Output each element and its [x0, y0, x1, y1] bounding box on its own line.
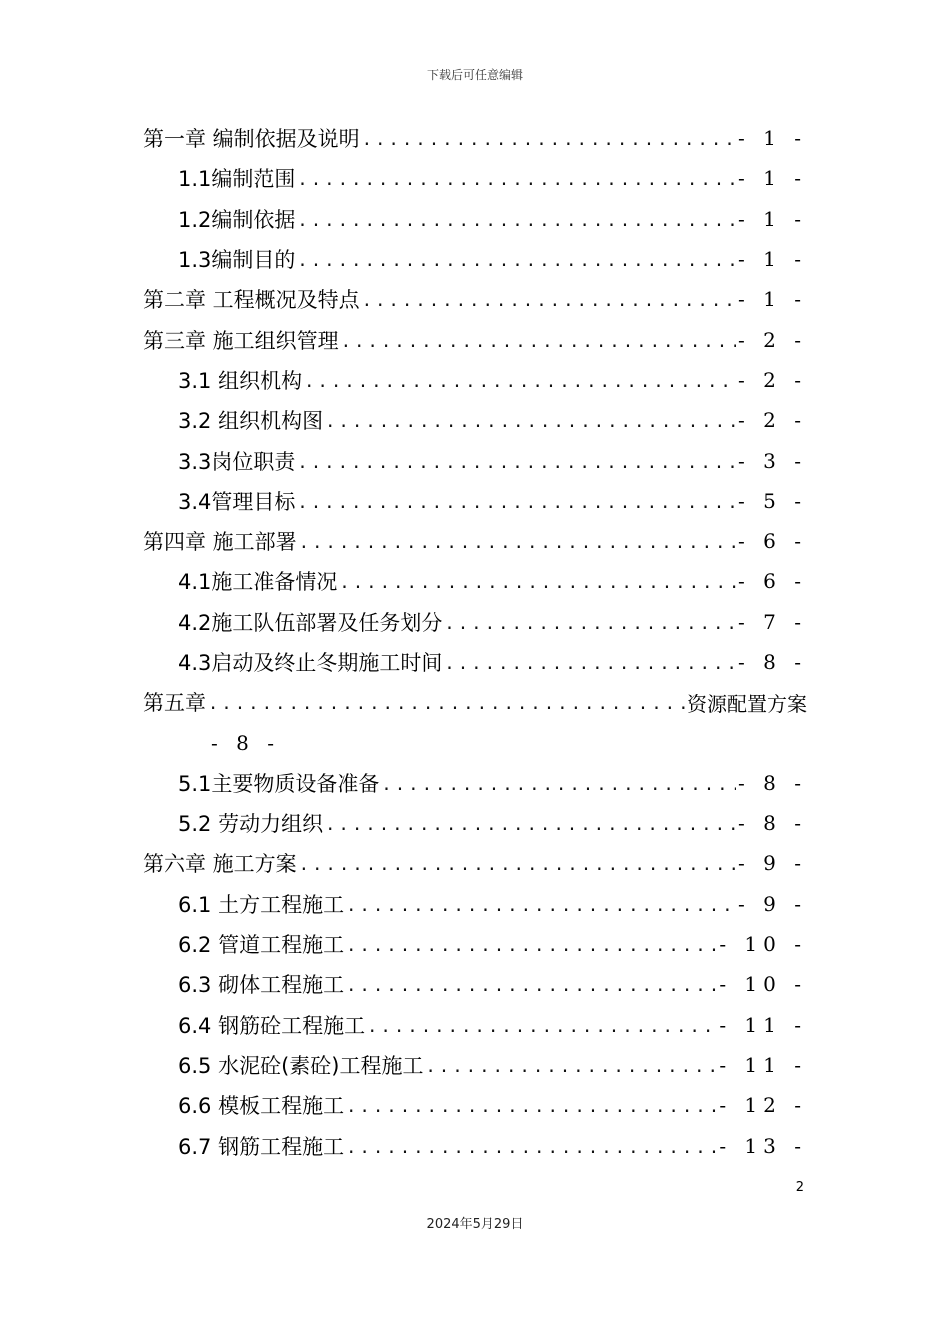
toc-entry-title: 4.3启动及终止冬期施工时间: [178, 651, 443, 675]
toc-entry-page: - 7 -: [738, 609, 807, 634]
toc-entry[interactable]: [143, 843, 807, 883]
toc-dot-leader: [346, 896, 736, 916]
toc-entry[interactable]: [143, 561, 807, 601]
toc-entry[interactable]: [143, 884, 807, 924]
toc-dot-leader: [444, 614, 736, 634]
toc-entry-page: - 9 -: [738, 851, 807, 876]
toc-entry-title: 6.6 模板工程施工: [178, 1094, 345, 1119]
toc-entry-page: - 3 -: [738, 448, 807, 473]
toc-entry-page: - 11 -: [719, 1052, 807, 1077]
toc-entry[interactable]: [143, 682, 807, 722]
toc-dot-leader: [346, 976, 717, 996]
toc-entry-page: - 13 -: [719, 1133, 807, 1158]
toc-entry-title: 1.2编制依据: [178, 207, 296, 232]
toc-dot-leader: [297, 453, 736, 473]
toc-entry-title: 6.1 土方工程施工: [178, 892, 345, 917]
toc-entry[interactable]: [143, 1125, 807, 1165]
toc-entry-page: - 5 -: [738, 488, 807, 513]
toc-dot-leader: [304, 372, 736, 392]
toc-entry-title: 1.1编制范围: [178, 167, 296, 192]
toc-dot-leader: [297, 170, 736, 190]
toc-dot-leader: [299, 533, 736, 553]
toc-entry[interactable]: [143, 199, 807, 239]
page-header: 下载后可任意编辑: [426, 68, 523, 82]
toc-entry[interactable]: [143, 400, 807, 440]
toc-entry[interactable]: [143, 279, 807, 319]
toc-dot-leader: [208, 694, 685, 714]
toc-entry[interactable]: [143, 158, 807, 198]
toc-entry-title: 6.3 砌体工程施工: [178, 973, 345, 998]
toc-entry-title: 1.3编制目的: [178, 248, 296, 273]
toc-entry-title: 5.1主要物质设备准备: [178, 771, 380, 796]
toc-dot-leader: [325, 412, 736, 432]
toc-dot-leader: [341, 332, 736, 352]
toc-dot-leader: [444, 654, 736, 674]
toc-entry-title: 6.7 钢筋工程施工: [178, 1134, 345, 1159]
toc-entry-title: 第四章 施工部署: [143, 530, 297, 555]
toc-entry[interactable]: [143, 602, 807, 642]
toc-entry[interactable]: [143, 481, 807, 521]
toc-entry[interactable]: [143, 360, 807, 400]
toc-entry[interactable]: [143, 924, 807, 964]
toc-entry-page: - 2 -: [738, 367, 807, 392]
toc-entry-page: - 1 -: [738, 206, 807, 231]
page-number: 2: [795, 1180, 804, 1195]
toc-entry-page: - 6 -: [738, 529, 807, 554]
toc-dot-leader: [339, 573, 736, 593]
toc-entry[interactable]: [143, 440, 807, 480]
table-of-contents: [143, 118, 807, 1166]
toc-entry-title: 6.5 水泥砼(素砼)工程施工: [178, 1053, 424, 1078]
toc-entry-page: - 6 -: [738, 569, 807, 594]
toc-entry-page: - 12 -: [719, 1093, 807, 1118]
toc-entry-title: 3.2 组织机构图: [178, 409, 324, 434]
toc-dot-leader: [362, 130, 736, 150]
toc-entry-title: 3.1 组织机构: [178, 368, 303, 393]
toc-entry[interactable]: [143, 1005, 807, 1045]
toc-entry-title: 6.4 钢筋砼工程施工: [178, 1013, 366, 1038]
toc-entry-page: 资源配置方案: [687, 691, 807, 716]
toc-entry-page: - 8 -: [738, 650, 807, 674]
toc-entry-title: 6.2 管道工程施工: [178, 933, 345, 958]
toc-entry-page: - 1 -: [738, 247, 807, 272]
toc-entry[interactable]: [143, 1085, 807, 1125]
toc-dot-leader: [346, 1097, 717, 1117]
toc-dot-leader: [346, 936, 717, 956]
toc-entry[interactable]: [143, 319, 807, 359]
toc-entry-title: 第三章 施工组织管理: [143, 328, 339, 353]
toc-dot-leader: [362, 291, 736, 311]
toc-entry-page: - 10 -: [719, 972, 807, 997]
toc-entry-page: - 1 -: [738, 126, 807, 151]
toc-entry[interactable]: [143, 964, 807, 1004]
toc-dot-leader: [297, 493, 736, 513]
toc-entry-page: - 2 -: [738, 327, 807, 352]
toc-entry-title: 第六章 施工方案: [143, 852, 297, 877]
toc-dot-leader: [367, 1017, 717, 1037]
toc-entry-title: 4.1施工准备情况: [178, 570, 338, 595]
toc-entry-title: 3.4管理目标: [178, 489, 296, 514]
toc-entry-page: - 2 -: [738, 408, 807, 433]
toc-entry[interactable]: [143, 239, 807, 279]
toc-entry-title: 第五章: [143, 691, 206, 716]
toc-entry-title: 4.2施工队伍部署及任务划分: [178, 610, 443, 635]
toc-dot-leader: [297, 251, 736, 271]
toc-entry[interactable]: [143, 763, 807, 803]
toc-entry-title: 5.2 劳动力组织: [178, 812, 324, 837]
toc-entry-page: - 1 -: [738, 287, 807, 312]
toc-entry[interactable]: [143, 521, 807, 561]
toc-entry-page: - 11 -: [719, 1012, 807, 1037]
toc-entry-page-wrapped: - 8 -: [211, 730, 280, 755]
toc-entry-page: - 10 -: [719, 932, 807, 957]
toc-entry-title: 3.3岗位职责: [178, 449, 296, 474]
toc-entry[interactable]: [143, 803, 807, 843]
toc-dot-leader: [425, 1057, 717, 1077]
page-footer-date: 2024年5月29日: [426, 1217, 524, 1232]
toc-entry[interactable]: [143, 642, 807, 682]
toc-entry-title: 第二章 工程概况及特点: [143, 288, 360, 313]
toc-entry-page: - 9 -: [738, 891, 807, 916]
toc-dot-leader: [297, 211, 736, 231]
toc-dot-leader: [325, 815, 736, 835]
toc-dot-leader: [381, 775, 736, 795]
toc-entry[interactable]: [143, 1045, 807, 1085]
toc-dot-leader: [299, 855, 736, 875]
toc-entry[interactable]: [143, 118, 807, 158]
toc-entry-page: - 8 -: [738, 770, 807, 795]
toc-entry-title: 第一章 编制依据及说明: [143, 127, 360, 152]
toc-entry-page: - 8 -: [738, 811, 807, 836]
toc-entry-page: - 1 -: [738, 166, 807, 191]
toc-dot-leader: [346, 1138, 717, 1158]
